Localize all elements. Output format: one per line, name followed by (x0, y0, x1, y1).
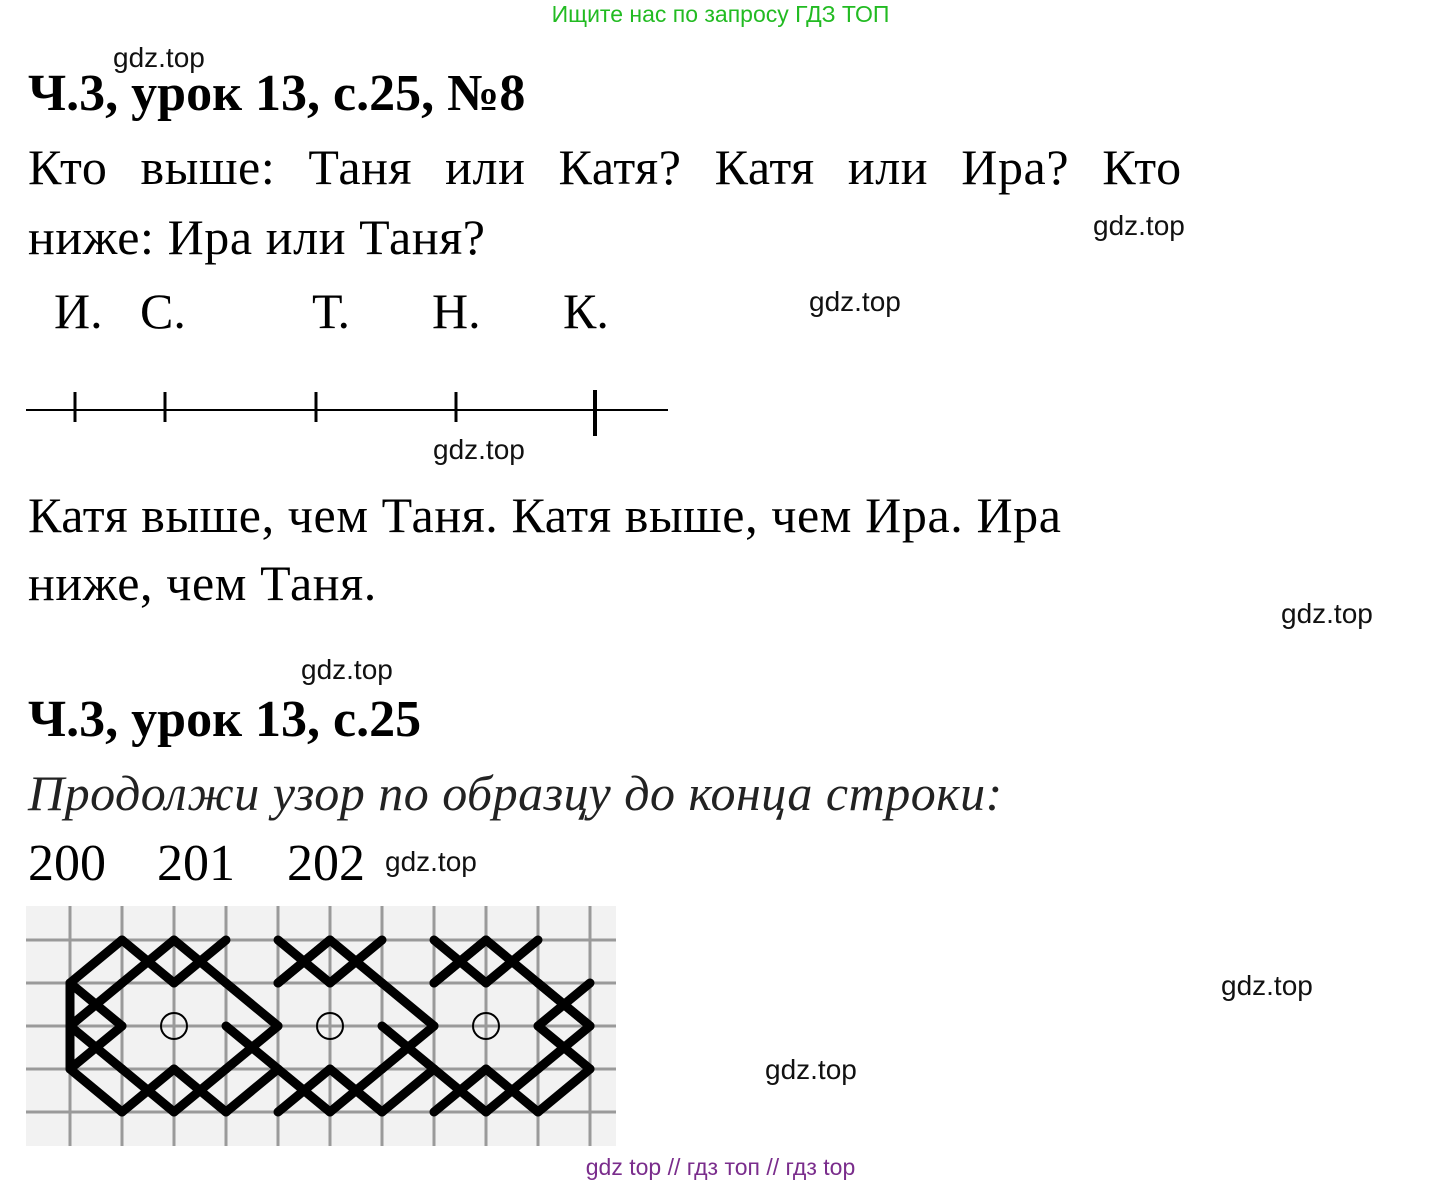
number-202: 202 (287, 835, 365, 892)
number-200: 200 (28, 835, 106, 892)
watermark: gdz.top (1281, 598, 1373, 629)
task1-question-line1: Кто выше: Таня или Катя? Катя или Ира? Кто (28, 139, 1182, 195)
task1-answer-line2: ниже, чем Таня. (28, 555, 377, 611)
label-s: С. (140, 283, 186, 339)
watermark: gdz.top (113, 42, 205, 73)
task1-answer-line1: Катя выше, чем Таня. Катя выше, чем Ира. Ира (28, 487, 1062, 543)
task1-heading: Ч.3, урок 13, с.25, №8 (28, 65, 526, 122)
watermark: gdz.top (1093, 210, 1185, 241)
watermark: gdz.top (433, 434, 525, 465)
number-201: 201 (157, 835, 235, 892)
cross-stitch-pattern (26, 906, 616, 1146)
task1-question-line2: ниже: Ира или Таня? (28, 209, 486, 265)
watermark: gdz.top (385, 846, 477, 877)
label-n: Н. (432, 283, 481, 339)
watermark: gdz.top (765, 1054, 857, 1085)
label-ira: И. (54, 283, 103, 339)
footer-links: gdz top // гдз топ // гдз top (585, 1154, 856, 1180)
task2-instruction: Продолжи узор по образцу до конца строки: (28, 765, 1003, 821)
label-katya: К. (563, 283, 609, 339)
height-number-line (0, 380, 700, 440)
watermark: gdz.top (301, 654, 393, 685)
search-banner: Ищите нас по запросу ГДЗ ТОП (551, 1, 890, 27)
task2-heading: Ч.3, урок 13, с.25 (28, 691, 422, 748)
watermark: gdz.top (1221, 970, 1313, 1001)
label-tanya: Т. (312, 283, 351, 339)
watermark: gdz.top (809, 286, 901, 317)
